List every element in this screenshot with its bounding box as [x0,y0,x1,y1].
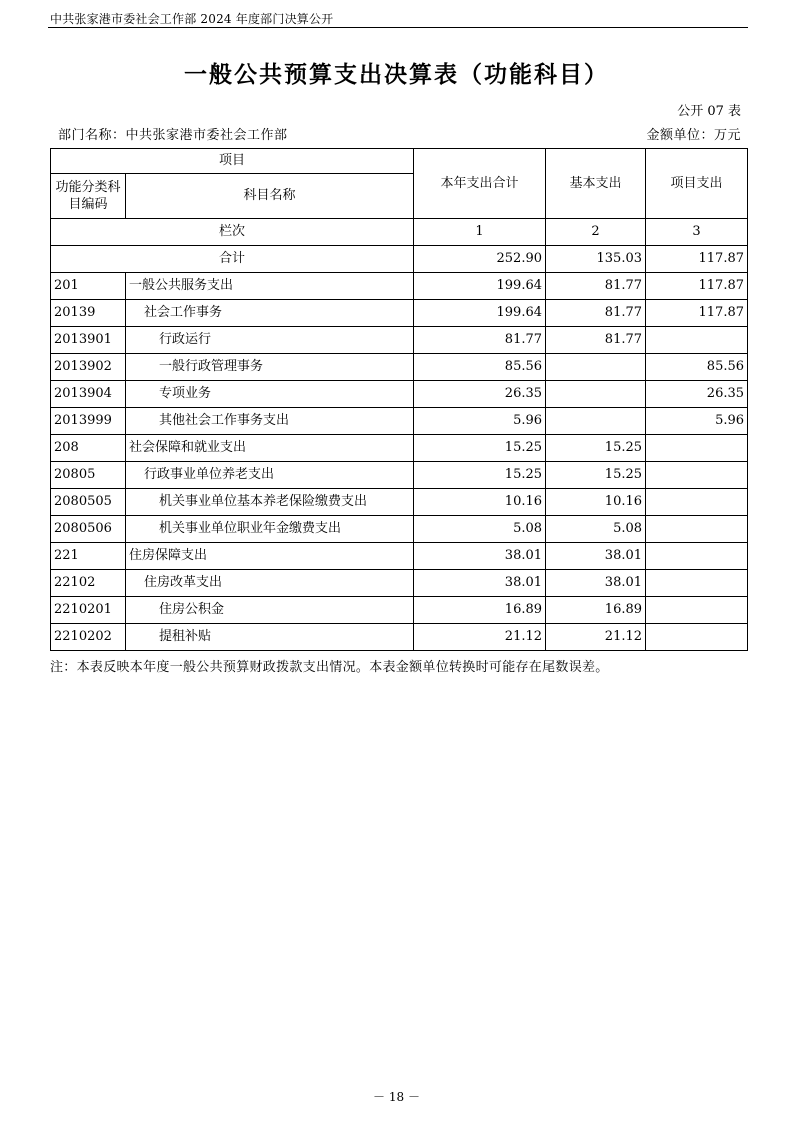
cell-total: 15.25 [414,435,546,462]
cell-project [646,543,748,570]
cell-subject-name: 机关事业单位职业年金缴费支出 [126,516,414,543]
footnote: 注：本表反映本年度一般公共预算财政拨款支出情况。本表金额单位转换时可能存在尾数误差。 [50,660,609,675]
cell-project: 26.35 [646,381,748,408]
cell-total: 38.01 [414,570,546,597]
cell-subject-name: 社会工作事务 [126,300,414,327]
cell-total: 199.64 [414,300,546,327]
cell-project: 85.56 [646,354,748,381]
cell-subject-name: 行政事业单位养老支出 [126,462,414,489]
index-3: 3 [646,219,748,246]
page-title: 一般公共预算支出决算表（功能科目） [184,61,609,88]
sum-project: 117.87 [646,246,748,273]
cell-total: 10.16 [414,489,546,516]
cell-total: 199.64 [414,273,546,300]
cell-total: 5.08 [414,516,546,543]
table-row [51,570,748,597]
cell-total: 81.77 [414,327,546,354]
table-row [51,354,748,381]
cell-basic: 15.25 [546,462,646,489]
header-total: 本年支出合计 [414,149,546,219]
cell-code: 2210201 [51,597,126,624]
expenditure-table [50,148,748,651]
cell-total: 15.25 [414,462,546,489]
cell-basic: 5.08 [546,516,646,543]
cell-project [646,516,748,543]
cell-project [646,462,748,489]
cell-subject-name: 其他社会工作事务支出 [126,408,414,435]
cell-project [646,570,748,597]
cell-basic: 38.01 [546,543,646,570]
sum-basic: 135.03 [546,246,646,273]
cell-code: 2210202 [51,624,126,651]
cell-project: 117.87 [646,273,748,300]
cell-basic: 81.77 [546,273,646,300]
table-row [51,543,748,570]
cell-subject-name: 一般行政管理事务 [126,354,414,381]
cell-code: 2013901 [51,327,126,354]
cell-project: 5.96 [646,408,748,435]
header-function-code: 功能分类科目编码 [51,174,126,219]
cell-subject-name: 住房公积金 [126,597,414,624]
cell-code: 208 [51,435,126,462]
table-row [51,273,748,300]
table-number: 公开 07 表 [677,104,741,119]
cell-basic: 81.77 [546,327,646,354]
department-name: 部门名称：中共张家港市委社会工作部 [58,128,288,143]
cell-project [646,624,748,651]
cell-code: 2013902 [51,354,126,381]
cell-subject-name: 行政运行 [126,327,414,354]
cell-basic [546,408,646,435]
header-project-expenditure: 项目支出 [646,149,748,219]
header-subject-name: 科目名称 [126,174,414,219]
cell-total: 16.89 [414,597,546,624]
cell-code: 2013999 [51,408,126,435]
cell-basic: 21.12 [546,624,646,651]
index-2: 2 [546,219,646,246]
table-row [51,462,748,489]
cell-subject-name: 专项业务 [126,381,414,408]
table-row [51,597,748,624]
header-divider [48,27,748,28]
table-row [51,516,748,543]
cell-code: 2080506 [51,516,126,543]
cell-project: 117.87 [646,300,748,327]
cell-basic: 81.77 [546,300,646,327]
cell-total: 26.35 [414,381,546,408]
cell-basic: 16.89 [546,597,646,624]
cell-code: 22102 [51,570,126,597]
sum-label: 合计 [51,246,414,273]
amount-unit: 金额单位：万元 [646,128,741,143]
cell-basic: 15.25 [546,435,646,462]
row-index-label: 栏次 [51,219,414,246]
cell-basic: 10.16 [546,489,646,516]
header-basic: 基本支出 [546,149,646,219]
header-project: 项目 [51,149,414,174]
cell-project [646,489,748,516]
sum-total: 252.90 [414,246,546,273]
cell-project [646,435,748,462]
cell-total: 38.01 [414,543,546,570]
cell-basic [546,354,646,381]
cell-code: 201 [51,273,126,300]
table-row [51,624,748,651]
cell-code: 2080505 [51,489,126,516]
table-row [51,327,748,354]
cell-subject-name: 社会保障和就业支出 [126,435,414,462]
cell-code: 20139 [51,300,126,327]
table-row [51,300,748,327]
cell-total: 21.12 [414,624,546,651]
cell-project [646,597,748,624]
cell-code: 20805 [51,462,126,489]
cell-basic: 38.01 [546,570,646,597]
cell-project [646,327,748,354]
cell-total: 5.96 [414,408,546,435]
cell-subject-name: 住房保障支出 [126,543,414,570]
cell-subject-name: 住房改革支出 [126,570,414,597]
table-row [51,408,748,435]
cell-subject-name: 机关事业单位基本养老保险缴费支出 [126,489,414,516]
cell-subject-name: 提租补贴 [126,624,414,651]
running-header: 中共张家港市委社会工作部 2024 年度部门决算公开 [50,12,334,26]
cell-code: 221 [51,543,126,570]
table-row [51,435,748,462]
cell-basic [546,381,646,408]
cell-code: 2013904 [51,381,126,408]
index-1: 1 [414,219,546,246]
page-number: － 18 － [373,1090,420,1104]
cell-subject-name: 一般公共服务支出 [126,273,414,300]
cell-total: 85.56 [414,354,546,381]
table-row [51,489,748,516]
table-row [51,381,748,408]
